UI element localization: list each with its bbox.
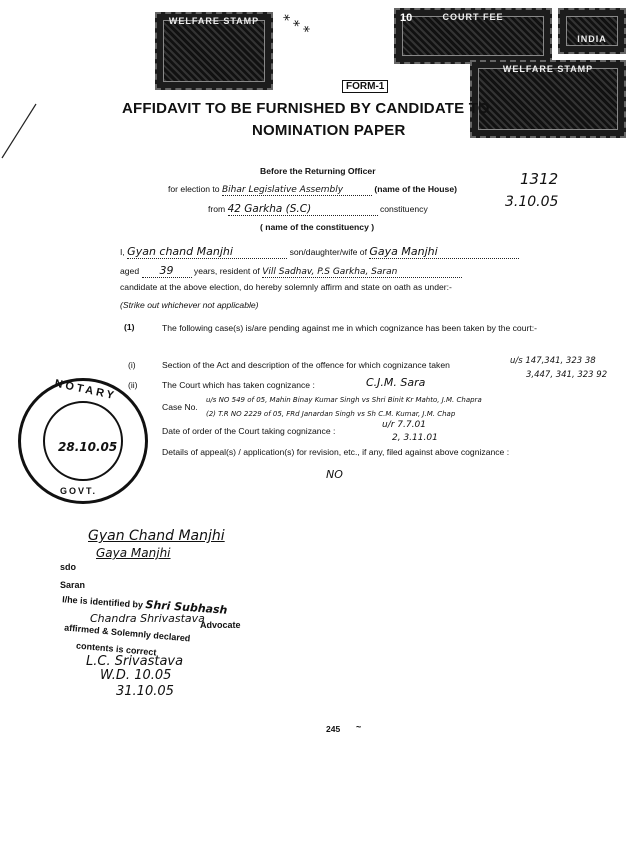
for-election-label: for election to — [168, 184, 220, 194]
case-no-value-2: (2) T.R NO 2229 of 05, FRd Janardan Singh vs Sh C.M. Kumar, J.M. Chap — [206, 410, 456, 418]
advocate-label: Advocate — [200, 620, 241, 630]
sig-line-1 — [60, 562, 76, 572]
initials: L.C. Srivastava — [86, 654, 184, 669]
page-subtitle: NOMINATION PAPER — [252, 122, 406, 139]
date-order-label: Date of order of the Court taking cognizance : — [162, 426, 336, 436]
for-election-line — [168, 184, 508, 196]
seal-text-bottom: GOVT. — [60, 486, 98, 496]
age-value: 39 — [142, 264, 192, 278]
sub-ii-value: C.J.M. Sara — [366, 376, 426, 389]
from-line — [208, 203, 428, 216]
deponent-name: Gyan chand Manjhi — [127, 245, 287, 259]
strike-out-note: (Strike out whichever not applicable) — [120, 300, 259, 310]
page-title: AFFIDAVIT TO BE FURNISHED BY CANDIDATE TO — [122, 100, 490, 117]
margin-note-date: 3.10.05 — [505, 194, 559, 210]
stamp-right-3 — [470, 60, 626, 138]
name-of-house-label: (name of the House) — [374, 184, 457, 194]
stamp-left — [155, 12, 273, 90]
signature-father: Gaya Manjhi — [96, 546, 171, 560]
seal-inside-date: 28.10.05 — [58, 440, 118, 454]
sig-line-2 — [60, 580, 85, 590]
deponent-line — [120, 245, 580, 259]
sub-ii-text: The Court which has taken cognizance : — [162, 380, 315, 390]
sub-i-value-2: 3,447, 341, 323 92 — [526, 370, 608, 380]
item1-num: (1) — [124, 322, 135, 332]
seal-text-top: NOTARY — [53, 377, 118, 403]
case-no-value-1: u/s NO 549 of 05, Mahin Binay Kumar Singh vs Shri Binit Kr Mahto, J.M. Chapra — [206, 396, 482, 404]
before-officer: Before the Returning Officer — [260, 166, 376, 176]
identified-value: Shri Subhash — [145, 598, 228, 617]
identified-value-2: Chandra Shrivastava — [90, 612, 205, 625]
sub-i-num: (i) — [128, 360, 136, 370]
stamp-right-1-amount: 10 — [400, 12, 413, 24]
date-order-value-1: u/r 7.7.01 — [382, 420, 426, 430]
for-election-value: Bihar Legislative Assembly — [222, 185, 372, 196]
i-label: I, — [120, 247, 125, 257]
stamp-left-label: WELFARE STAMP — [168, 16, 260, 26]
page-number: 245 — [326, 724, 341, 734]
candidate-line: candidate at the above election, do hereby solemnly affirm and state on oath as under:- — [120, 282, 452, 292]
son-label: son/daughter/wife of — [289, 247, 367, 257]
solemnly-line-2: contents is correct — [75, 640, 157, 658]
stamp-right-2-label: INDIA — [577, 34, 607, 44]
sig-print-2: Saran — [60, 580, 86, 590]
stamp-right-1-label: COURT FEE — [442, 12, 504, 22]
constituency-label: constituency — [379, 204, 428, 214]
stamp-right-3-label: WELFARE STAMP — [502, 64, 594, 74]
stamp-cancel-scribble: * * * — [278, 11, 312, 41]
father-name: Gaya Manjhi — [369, 245, 519, 259]
signature-date-2: 31.10.05 — [116, 684, 174, 699]
form-label: FORM-1 — [342, 80, 388, 93]
item1-text: The following case(s) is/are pending against me in which cognizance has been taken by the court:- — [162, 323, 537, 333]
sub-i-value-1: u/s 147,341, 323 38 — [510, 356, 596, 366]
solemnly-line-1: affirmed & Solemnly declared — [63, 622, 191, 644]
name-of-constituency: ( name of the constituency ) — [260, 222, 375, 232]
from-value: 42 Garkha (S.C) — [228, 203, 378, 216]
resident-label: years, resident of — [193, 266, 260, 276]
page-mark: ~ — [356, 722, 362, 732]
identified-label: I/he is identified by — [61, 594, 144, 610]
aged-label: aged — [120, 266, 140, 276]
stamp-right-1 — [394, 8, 552, 64]
sub-ii-num: (ii) — [128, 380, 138, 390]
appeal-value: NO — [326, 468, 343, 481]
case-no-label: Case No. — [162, 402, 198, 412]
resident-value: Vill Sadhav, P.S Garkha, Saran — [262, 267, 462, 278]
aged-line — [120, 264, 580, 278]
stamp-right-2 — [558, 8, 626, 54]
date-order-value-2: 2, 3.11.01 — [392, 433, 438, 443]
sub-i-text: Section of the Act and description of the offence for which cognizance taken — [162, 360, 450, 370]
corner-slash — [0, 100, 40, 160]
signature-date-1: W.D. 10.05 — [100, 668, 172, 683]
from-label: from — [208, 204, 226, 214]
margin-note-number: 1312 — [520, 170, 559, 188]
sig-print-1: sdo — [60, 562, 77, 572]
signature-name: Gyan Chand Manjhi — [88, 528, 225, 544]
appeal-label: Details of appeal(s) / application(s) for revision, etc., if any, filed against above cognizance : — [162, 447, 510, 457]
